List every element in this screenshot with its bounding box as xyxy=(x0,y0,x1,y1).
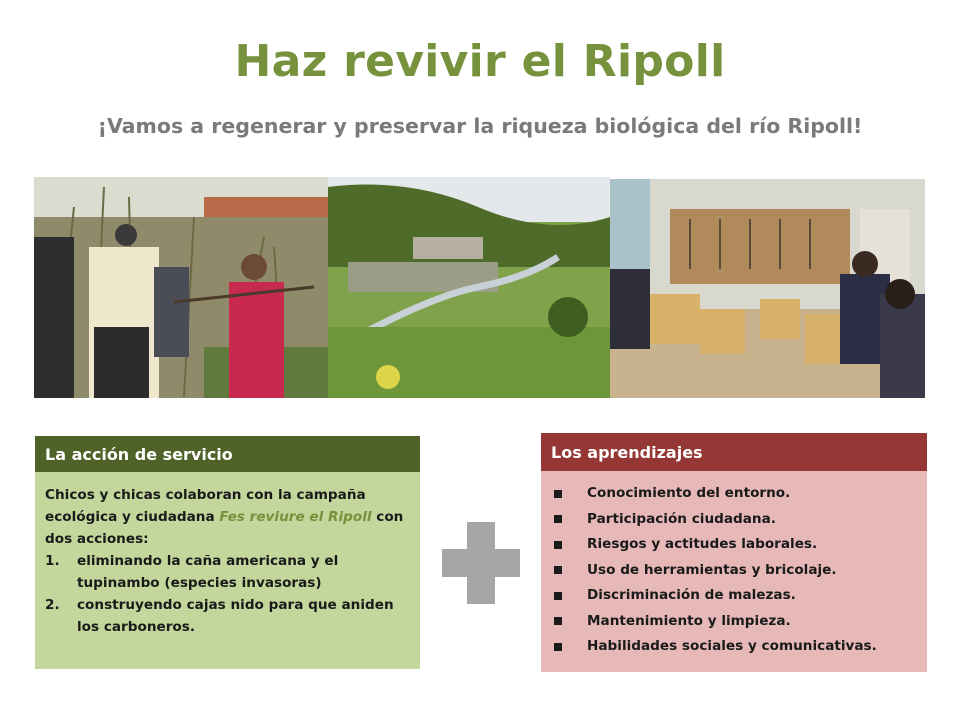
list-item xyxy=(551,481,917,507)
learning-list xyxy=(551,481,917,660)
list-item xyxy=(551,507,917,533)
list-item xyxy=(45,550,410,594)
square-bullet-icon xyxy=(554,490,562,498)
list-item-text: construyendo cajas nido para que aniden los carboneros. xyxy=(77,597,394,635)
service-description xyxy=(45,484,410,550)
service-actions-list xyxy=(45,550,410,638)
list-item xyxy=(551,634,917,660)
list-item-text: Mantenimiento y limpieza. xyxy=(587,612,791,629)
list-item-text: Participación ciudadana. xyxy=(587,510,776,527)
list-item xyxy=(551,583,917,609)
list-item-text: Conocimiento del entorno. xyxy=(587,485,791,501)
list-item-text: Uso de herramientas y bricolaje. xyxy=(587,561,837,578)
ripoll-river-valley-photo xyxy=(328,177,610,398)
square-bullet-icon xyxy=(554,643,562,651)
square-bullet-icon xyxy=(554,566,562,574)
square-bullet-icon xyxy=(554,617,562,625)
slide-title: Haz revivir el Ripoll xyxy=(234,36,726,87)
slide-subtitle: ¡Vamos a regenerar y preservar la riqueza biológica del río Ripoll! xyxy=(97,114,863,138)
volunteers-removing-cane-photo xyxy=(34,177,328,398)
square-bullet-icon xyxy=(554,592,562,600)
list-number: 1. xyxy=(45,553,60,569)
square-bullet-icon xyxy=(554,515,562,523)
learning-box-body xyxy=(541,471,927,672)
service-box-body xyxy=(35,472,420,669)
campaign-name: Fes reviure el Ripoll xyxy=(219,509,372,525)
list-item xyxy=(551,558,917,584)
learning-box-header: Los aprendizajes xyxy=(541,433,927,471)
list-item xyxy=(45,594,410,638)
students-building-nest-boxes-photo xyxy=(610,179,925,398)
service-box-header: La acción de servicio xyxy=(35,436,420,472)
list-item-text: Riesgos y actitudes laborales. xyxy=(587,536,818,552)
list-item-text: Habilidades sociales y comunicativas. xyxy=(587,638,877,654)
list-item xyxy=(551,532,917,558)
service-intro: Chicos y chicas colaboran con la campaña ecológica y ciudadana xyxy=(45,487,366,525)
square-bullet-icon xyxy=(554,541,562,549)
plus-icon xyxy=(442,522,520,604)
service-intro-end: con dos acciones: xyxy=(45,509,404,547)
list-number: 2. xyxy=(45,597,60,613)
list-item-text: Discriminación de malezas. xyxy=(587,587,796,603)
list-item xyxy=(551,609,917,635)
list-item-text: eliminando la caña americana y el tupinambo (especies invasoras) xyxy=(77,553,339,591)
